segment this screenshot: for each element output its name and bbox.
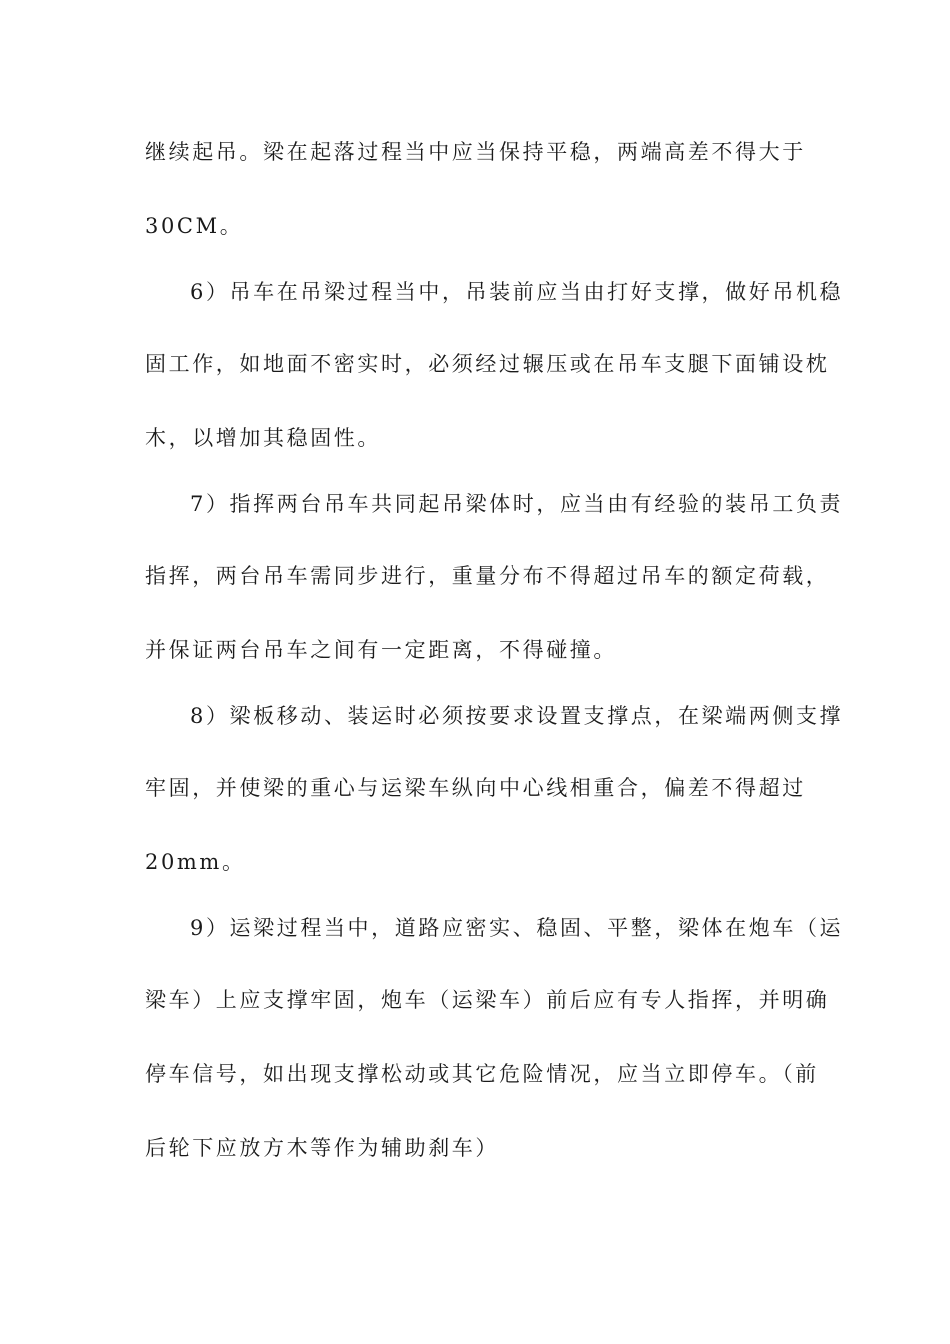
text-line: 30CM。 [145,214,244,238]
text-line: 6）吊车在吊梁过程当中，吊装前应当由打好支撑，做好吊机稳 [190,280,844,304]
text-line: 9）运梁过程当中，道路应密实、稳固、平整，梁体在炮车（运 [190,916,844,940]
text-line: 梁车）上应支撑牢固，炮车（运梁车）前后应有专人指挥，并明确 [145,988,830,1012]
text-line: 停车信号，如出现支撑松动或其它危险情况，应当立即停车。（前 [145,1062,819,1086]
text-line: 指挥，两台吊车需同步进行，重量分布不得超过吊车的额定荷载， [145,564,830,588]
text-line: 牢固，并使梁的重心与运梁车纵向中心线相重合，偏差不得超过 [145,776,806,800]
text-line: 20mm。 [145,850,246,874]
text-line: 木，以增加其稳固性。 [145,426,381,450]
text-line: 并保证两台吊车之间有一定距离，不得碰撞。 [145,638,617,662]
text-line: 8）梁板移动、装运时必须按要求设置支撑点，在梁端两侧支撑 [190,704,844,728]
text-line: 7）指挥两台吊车共同起吊梁体时，应当由有经验的装吊工负责 [190,492,844,516]
text-line: 后轮下应放方木等作为辅助刹车） [145,1136,499,1160]
text-line: 固工作，如地面不密实时，必须经过辗压或在吊车支腿下面铺设枕 [145,352,830,376]
text-line: 继续起吊。梁在起落过程当中应当保持平稳，两端高差不得大于 [145,140,806,164]
